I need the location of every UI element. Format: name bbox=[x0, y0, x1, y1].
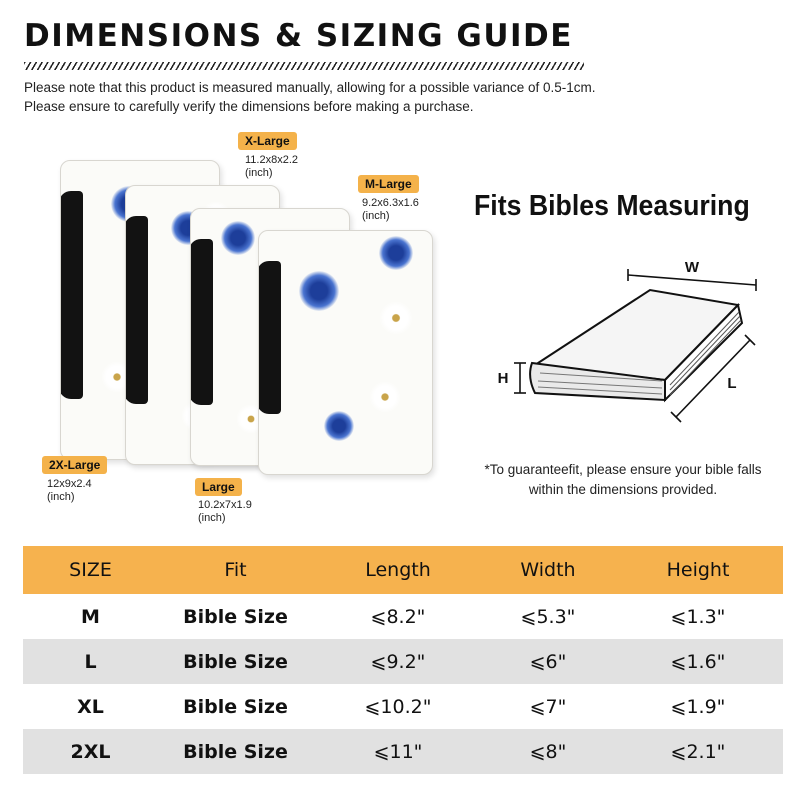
book-diagram-icon bbox=[480, 245, 780, 430]
flower-blue-icon bbox=[221, 221, 255, 255]
dims-unit: (inch) bbox=[47, 491, 75, 503]
fit-guarantee-note-2: within the dimensions provided. bbox=[528, 482, 718, 497]
dims-unit: (inch) bbox=[245, 167, 273, 179]
cell-fit: Bible Size bbox=[183, 695, 288, 718]
cell-height: ⩽1.6" bbox=[670, 650, 726, 673]
flower-blue-icon bbox=[324, 411, 354, 441]
dims-unit: (inch) bbox=[198, 512, 226, 524]
cell-width: ⩽8" bbox=[529, 740, 567, 763]
size-tag-xlarge: X-Large bbox=[238, 132, 297, 150]
verify-note: Please ensure to carefully verify the dimensions before making a purchase. bbox=[24, 99, 474, 114]
length-label: L bbox=[727, 375, 737, 392]
size-dims-xlarge bbox=[245, 154, 298, 180]
handle-icon bbox=[125, 216, 148, 404]
cell-width: ⩽7" bbox=[529, 695, 567, 718]
cell-height: ⩽1.3" bbox=[670, 605, 726, 628]
dims-value: 10.2x7x1.9 bbox=[198, 499, 252, 511]
cell-fit: Bible Size bbox=[183, 740, 288, 763]
cell-fit: Bible Size bbox=[183, 605, 288, 628]
size-tag-mlarge: M-Large bbox=[358, 175, 419, 193]
header-size: SIZE bbox=[69, 559, 112, 581]
cell-fit: Bible Size bbox=[183, 650, 288, 673]
fits-heading: Fits Bibles Measuring bbox=[474, 190, 750, 222]
height-label: H bbox=[497, 370, 509, 387]
cell-length: ⩽10.2" bbox=[364, 695, 432, 718]
dims-value: 11.2x8x2.2 bbox=[245, 154, 299, 166]
bible-cover-medium bbox=[258, 230, 433, 475]
header-height: Height bbox=[666, 559, 730, 581]
dims-value: 9.2x6.3x1.6 bbox=[362, 197, 419, 209]
width-label: W bbox=[684, 259, 700, 276]
flower-white-icon bbox=[379, 301, 413, 335]
cell-width: ⩽6" bbox=[529, 650, 567, 673]
cell-size: XL bbox=[77, 695, 104, 718]
size-dims-mlarge bbox=[362, 197, 419, 223]
cell-length: ⩽9.2" bbox=[370, 650, 426, 673]
header-length: Length bbox=[365, 559, 431, 581]
cell-height: ⩽2.1" bbox=[670, 740, 726, 763]
fit-guarantee-note: *To guaranteefit, please ensure your bible falls bbox=[484, 462, 762, 477]
table-row bbox=[23, 594, 783, 639]
flower-white-icon bbox=[369, 381, 401, 413]
dims-value: 12x9x2.4 bbox=[47, 478, 92, 490]
cell-size: L bbox=[84, 650, 97, 673]
flower-blue-icon bbox=[299, 271, 339, 311]
table-row bbox=[23, 729, 783, 774]
cell-length: ⩽11" bbox=[373, 740, 423, 763]
title-underline-divider bbox=[24, 62, 584, 70]
dims-unit: (inch) bbox=[362, 210, 390, 222]
page-title: DIMENSIONS & SIZING GUIDE bbox=[24, 18, 573, 54]
header-width: Width bbox=[520, 559, 576, 581]
cell-length: ⩽8.2" bbox=[370, 605, 426, 628]
table-row bbox=[23, 639, 783, 684]
flower-blue-icon bbox=[379, 236, 413, 270]
size-tag-large: Large bbox=[195, 478, 242, 496]
table-header-row bbox=[23, 546, 783, 594]
handle-icon bbox=[60, 191, 83, 399]
size-dims-large bbox=[198, 499, 252, 525]
variance-note: Please note that this product is measured manually, allowing for a possible variance of 0.5-1cm. bbox=[24, 80, 596, 95]
cell-size: M bbox=[81, 605, 100, 628]
cell-size: 2XL bbox=[70, 740, 111, 763]
size-dims-2xlarge bbox=[47, 478, 92, 504]
size-tag-2xlarge: 2X-Large bbox=[42, 456, 107, 474]
handle-icon bbox=[258, 261, 281, 414]
cell-height: ⩽1.9" bbox=[670, 695, 726, 718]
handle-icon bbox=[190, 239, 213, 405]
header-fit: Fit bbox=[224, 559, 247, 581]
table-row bbox=[23, 684, 783, 729]
size-table bbox=[23, 546, 783, 774]
cell-width: ⩽5.3" bbox=[520, 605, 576, 628]
